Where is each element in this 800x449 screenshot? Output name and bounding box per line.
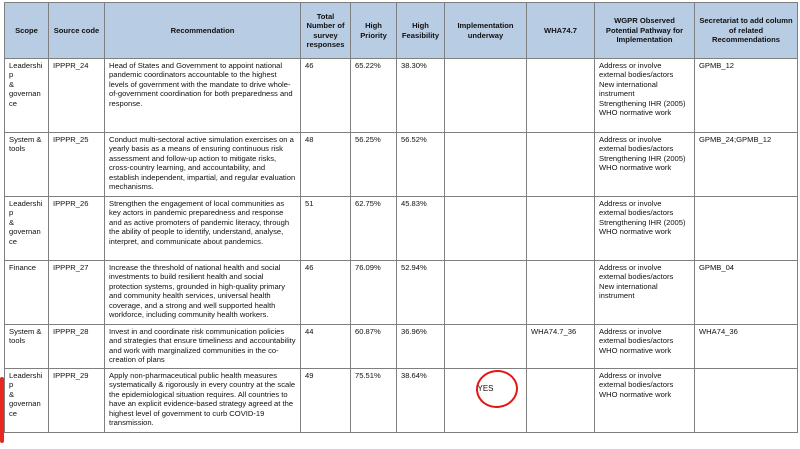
cell-source-code: IPPPR_27	[49, 261, 105, 325]
cell-responses: 48	[301, 133, 351, 197]
cell-pathway: Address or involve external bodies/actors WHO normative work	[595, 369, 695, 433]
header-wha74-7: WHA74.7	[527, 3, 595, 59]
cell-responses: 46	[301, 261, 351, 325]
table-row	[5, 261, 798, 325]
table-row	[5, 197, 798, 261]
cell-recommendation: Invest in and coordinate risk communication policies and strategies that ensure timeliness and accountability and work with marginalized communities in the co-creation of plans	[105, 325, 301, 369]
cell-high-feasibility: 38.64%	[397, 369, 445, 433]
header-total-responses: Total Number of survey responses	[301, 3, 351, 59]
header-high-feasibility: High Feasibility	[397, 3, 445, 59]
cell-related: GPMB_12	[695, 59, 798, 133]
cell-implementation-underway	[445, 59, 527, 133]
implementation-underway-yes: YES	[477, 384, 494, 394]
cell-source-code: IPPPR_28	[49, 325, 105, 369]
cell-scope: Finance	[5, 261, 49, 325]
table-row	[5, 325, 798, 369]
header-wgpr-pathway: WGPR Observed Potential Pathway for Implementation	[595, 3, 695, 59]
header-row	[5, 3, 798, 59]
cell-wha74-7	[527, 133, 595, 197]
cell-wha74-7	[527, 369, 595, 433]
cell-scope: System & tools	[5, 133, 49, 197]
header-related-recommendations: Secretariat to add column of related Recommendations	[695, 3, 798, 59]
cell-source-code: IPPPR_24	[49, 59, 105, 133]
cell-pathway: Address or involve external bodies/actors New international instrument Strengthening IHR (2005) WHO normative work	[595, 59, 695, 133]
header-recommendation: Recommendation	[105, 3, 301, 59]
cell-related: WHA74_36	[695, 325, 798, 369]
table-row	[5, 59, 798, 133]
header-high-priority: High Priority	[351, 3, 397, 59]
cell-pathway: Address or involve external bodies/actors Strengthening IHR (2005) WHO normative work	[595, 133, 695, 197]
cell-source-code: IPPPR_26	[49, 197, 105, 261]
cell-wha74-7: WHA74.7_36	[527, 325, 595, 369]
cell-scope: Leadership & governance	[5, 59, 49, 133]
cell-related: GPMB_04	[695, 261, 798, 325]
cell-related: GPMB_24;GPMB_12	[695, 133, 798, 197]
cell-implementation-underway	[445, 197, 527, 261]
cell-responses: 49	[301, 369, 351, 433]
cell-high-priority: 76.09%	[351, 261, 397, 325]
cell-high-feasibility: 56.52%	[397, 133, 445, 197]
cell-high-priority: 56.25%	[351, 133, 397, 197]
cell-high-priority: 75.51%	[351, 369, 397, 433]
cell-high-feasibility: 52.94%	[397, 261, 445, 325]
cell-recommendation: Conduct multi-sectoral active simulation exercises on a yearly basis as a means of ensuring continuous risk assessment and follow-up action to mitigate risks, cross-country learning, and accountability, and establish independent, impartial, and regular evaluation mechanisms.	[105, 133, 301, 197]
cell-scope: System & tools	[5, 325, 49, 369]
cell-high-feasibility: 38.30%	[397, 59, 445, 133]
cell-high-priority: 62.75%	[351, 197, 397, 261]
cell-recommendation: Head of States and Government to appoint national pandemic coordinators accountable to the highest levels of government with the mandate to drive whole-of-government coordination for both preparedness and response.	[105, 59, 301, 133]
cell-recommendation: Apply non-pharmaceutical public health measures systematically & rigorously in every country at the scale the epidemiological situation requires. All countries to have an explicit evidence-based strategy agreed at the highest level of government to curb COVID-19 transmission.	[105, 369, 301, 433]
cell-high-feasibility: 45.83%	[397, 197, 445, 261]
cell-implementation-underway	[445, 133, 527, 197]
header-implementation-underway: Implementation underway	[445, 3, 527, 59]
table-row	[5, 369, 798, 433]
cell-pathway: Address or involve external bodies/actors WHO normative work	[595, 325, 695, 369]
cell-implementation-underway	[445, 369, 527, 433]
cell-recommendation: Strengthen the engagement of local communities as key actors in pandemic preparedness and response and as active promoters of pandemic literacy, through the ability of people to identify, understand, analyse, interpret, and communicate about pandemics.	[105, 197, 301, 261]
cell-wha74-7	[527, 59, 595, 133]
cell-high-priority: 60.87%	[351, 325, 397, 369]
cell-scope: Leadership & governance	[5, 197, 49, 261]
cell-implementation-underway	[445, 261, 527, 325]
cell-high-feasibility: 36.96%	[397, 325, 445, 369]
cell-responses: 46	[301, 59, 351, 133]
header-scope: Scope	[5, 3, 49, 59]
cell-scope: Leadership & governance	[5, 369, 49, 433]
cell-pathway: Address or involve external bodies/actors New international instrument	[595, 261, 695, 325]
recommendations-table	[4, 2, 798, 433]
cell-high-priority: 65.22%	[351, 59, 397, 133]
cell-source-code: IPPPR_25	[49, 133, 105, 197]
cell-responses: 44	[301, 325, 351, 369]
cell-wha74-7	[527, 197, 595, 261]
cell-recommendation: Increase the threshold of national health and social investments to build resilient health and social protection systems, grounded in high-quality primary and community health services, universal health coverage, and a strong and well supported health workforce, including community health workers.	[105, 261, 301, 325]
cell-related	[695, 369, 798, 433]
header-source-code: Source code	[49, 3, 105, 59]
cell-wha74-7	[527, 261, 595, 325]
cell-source-code: IPPPR_29	[49, 369, 105, 433]
cell-related	[695, 197, 798, 261]
cell-responses: 51	[301, 197, 351, 261]
cell-pathway: Address or involve external bodies/actors Strengthening IHR (2005) WHO normative work	[595, 197, 695, 261]
table-row	[5, 133, 798, 197]
cell-implementation-underway	[445, 325, 527, 369]
